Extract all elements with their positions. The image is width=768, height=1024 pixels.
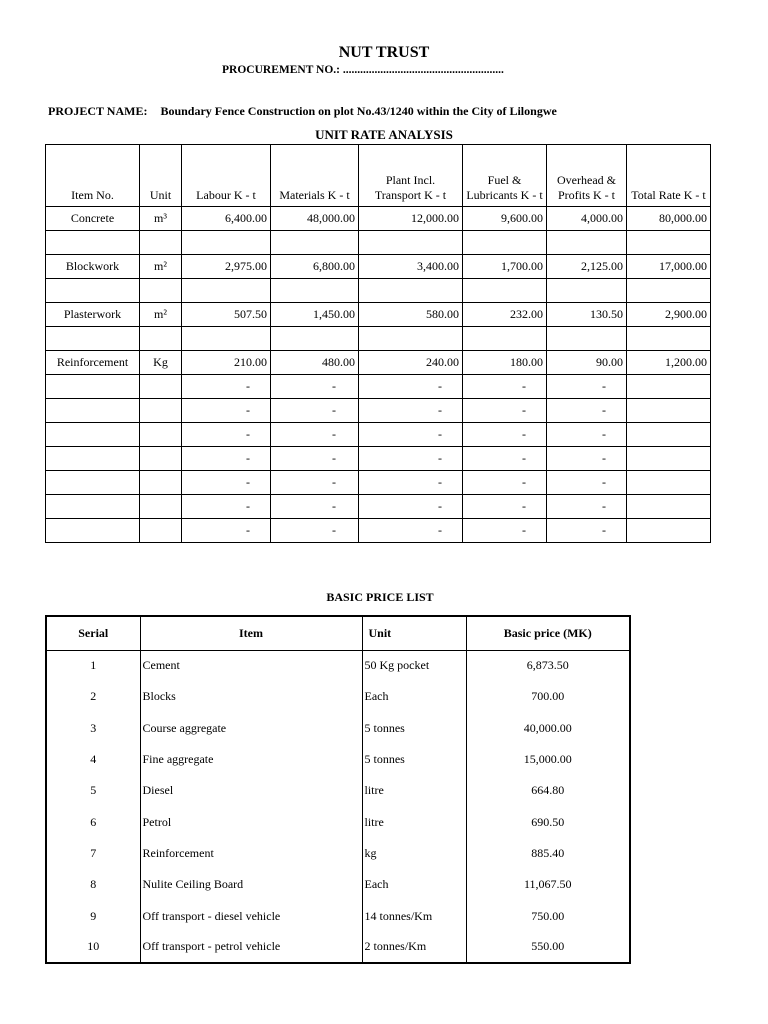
unit-rate-cell: - [547,495,627,519]
unit-rate-cell [140,423,182,447]
price-list-cell: Reinforcement [140,838,362,869]
unit-rate-cell: Plasterwork [46,303,140,327]
unit-rate-table [45,144,711,543]
price-list-col-header: Basic price (MK) [466,616,630,650]
unit-rate-cell: - [359,495,463,519]
price-list-cell: Fine aggregate [140,744,362,775]
unit-rate-row [46,399,711,423]
unit-rate-cell [271,231,359,255]
unit-rate-row [46,471,711,495]
price-list-cell: 700.00 [466,681,630,712]
unit-rate-cell: 3,400.00 [359,255,463,279]
procurement-line [222,64,504,76]
price-list-cell: 664.80 [466,775,630,806]
unit-rate-cell [140,447,182,471]
unit-rate-row [46,423,711,447]
unit-rate-cell: 6,800.00 [271,255,359,279]
unit-rate-cell: - [359,375,463,399]
price-list-cell: Off transport - diesel vehicle [140,900,362,931]
unit-rate-col-header: Plant Incl. Transport K - t [359,145,463,207]
unit-rate-col-header: Overhead & Profits K - t [547,145,627,207]
price-list-cell: 40,000.00 [466,713,630,744]
unit-rate-cell [627,375,711,399]
unit-rate-cell [46,279,140,303]
unit-rate-cell [140,399,182,423]
unit-rate-cell [627,423,711,447]
unit-rate-cell: 6,400.00 [182,207,271,231]
unit-rate-cell [359,231,463,255]
price-list-cell: Course aggregate [140,713,362,744]
unit-rate-cell [359,279,463,303]
price-list-cell: litre [362,806,466,837]
unit-rate-cell: 580.00 [359,303,463,327]
procurement-value: ........................................................ [342,64,504,76]
price-list-title: BASIC PRICE LIST [326,590,434,604]
unit-rate-row [46,231,711,255]
unit-rate-cell [627,447,711,471]
unit-rate-cell: - [182,471,271,495]
price-list-cell: 11,067.50 [466,869,630,900]
unit-rate-row [46,255,711,279]
unit-rate-cell [627,471,711,495]
procurement-label: PROCUREMENT NO.: [222,64,340,76]
unit-rate-cell: 180.00 [463,351,547,375]
document-title: NUT TRUST [338,44,430,61]
unit-rate-cell: m³ [140,207,182,231]
unit-rate-cell: 12,000.00 [359,207,463,231]
unit-rate-cell: 2,900.00 [627,303,711,327]
unit-rate-cell: Kg [140,351,182,375]
unit-rate-cell: - [547,447,627,471]
unit-rate-cell: Blockwork [46,255,140,279]
unit-rate-row [46,495,711,519]
unit-rate-cell: 232.00 [463,303,547,327]
unit-rate-cell: 1,700.00 [463,255,547,279]
unit-rate-cell: 80,000.00 [627,207,711,231]
price-list-cell: Off transport - petrol vehicle [140,932,362,963]
unit-rate-cell [547,279,627,303]
unit-rate-cell [140,231,182,255]
price-list-cell: 1 [46,650,140,681]
unit-rate-cell: m² [140,303,182,327]
price-list-row [46,713,630,744]
price-list-cell: 8 [46,869,140,900]
unit-rate-cell [46,495,140,519]
unit-rate-cell: m² [140,255,182,279]
unit-rate-cell: 2,125.00 [547,255,627,279]
price-list-row [46,900,630,931]
project-value: Boundary Fence Construction on plot No.43/1240 within the City of Lilongwe [160,104,557,118]
unit-rate-title: UNIT RATE ANALYSIS [315,127,453,142]
unit-rate-cell [359,327,463,351]
price-list-cell: 6 [46,806,140,837]
unit-rate-col-header: Fuel & Lubricants K - t [463,145,547,207]
unit-rate-cell: 1,200.00 [627,351,711,375]
unit-rate-cell: - [547,519,627,543]
project-label: PROJECT NAME: [48,104,148,118]
price-list-row [46,650,630,681]
unit-rate-row [46,303,711,327]
unit-rate-cell [140,279,182,303]
unit-rate-cell: - [463,471,547,495]
unit-rate-cell: - [271,423,359,447]
unit-rate-cell: - [271,399,359,423]
unit-rate-cell: 48,000.00 [271,207,359,231]
unit-rate-cell [46,375,140,399]
unit-rate-cell: 90.00 [547,351,627,375]
unit-rate-cell: - [271,447,359,471]
price-list-cell: Each [362,681,466,712]
unit-rate-cell: - [271,495,359,519]
price-list-cell: 4 [46,744,140,775]
unit-rate-cell: - [547,471,627,495]
unit-rate-cell: Concrete [46,207,140,231]
unit-rate-cell: - [271,471,359,495]
unit-rate-cell [140,375,182,399]
unit-rate-cell: 17,000.00 [627,255,711,279]
unit-rate-cell: - [359,399,463,423]
unit-rate-row [46,351,711,375]
price-list-cell: Nulite Ceiling Board [140,869,362,900]
unit-rate-row [46,447,711,471]
unit-rate-cell: - [463,375,547,399]
price-list-cell: litre [362,775,466,806]
unit-rate-cell [463,231,547,255]
price-list-cell: 5 tonnes [362,744,466,775]
unit-rate-cell [627,327,711,351]
unit-rate-cell: - [359,447,463,471]
unit-rate-cell [46,327,140,351]
unit-rate-cell: - [182,423,271,447]
project-line [48,104,557,119]
unit-rate-row [46,375,711,399]
price-list-cell: 5 tonnes [362,713,466,744]
unit-rate-cell [46,399,140,423]
price-list-cell: Cement [140,650,362,681]
unit-rate-cell [627,495,711,519]
price-list-cell: 690.50 [466,806,630,837]
unit-rate-cell [463,327,547,351]
unit-rate-cell [271,327,359,351]
unit-rate-cell [627,231,711,255]
unit-rate-cell: - [182,519,271,543]
price-list-row [46,681,630,712]
unit-rate-cell [46,471,140,495]
unit-rate-cell [182,279,271,303]
price-list-row [46,932,630,963]
unit-rate-cell [46,231,140,255]
unit-rate-cell [271,279,359,303]
unit-rate-cell [547,327,627,351]
price-list-header-row [46,616,630,650]
unit-rate-cell [182,327,271,351]
unit-rate-cell [140,495,182,519]
price-list-cell: 14 tonnes/Km [362,900,466,931]
price-list-table [45,615,631,964]
unit-rate-cell [140,519,182,543]
price-list-row [46,838,630,869]
price-list-cell: 7 [46,838,140,869]
price-list-cell: 6,873.50 [466,650,630,681]
price-list-cell: 2 [46,681,140,712]
unit-rate-col-header: Unit [140,145,182,207]
unit-rate-cell: - [182,399,271,423]
unit-rate-cell: - [463,447,547,471]
unit-rate-cell: - [271,375,359,399]
price-list-cell: kg [362,838,466,869]
price-list-cell: 550.00 [466,932,630,963]
unit-rate-cell: - [463,519,547,543]
unit-rate-cell [463,279,547,303]
unit-rate-cell: Reinforcement [46,351,140,375]
unit-rate-cell [627,519,711,543]
price-list-cell: 15,000.00 [466,744,630,775]
price-list-cell: 5 [46,775,140,806]
unit-rate-cell: 2,975.00 [182,255,271,279]
unit-rate-cell [627,279,711,303]
unit-rate-cell [46,423,140,447]
price-list-cell: Blocks [140,681,362,712]
unit-rate-cell: - [547,399,627,423]
price-list-col-header: Item [140,616,362,650]
unit-rate-cell: - [359,519,463,543]
unit-rate-cell [46,519,140,543]
price-list-cell: Diesel [140,775,362,806]
unit-rate-cell: - [463,495,547,519]
unit-rate-cell: - [463,399,547,423]
price-list-cell: 9 [46,900,140,931]
price-list-cell: 50 Kg pocket [362,650,466,681]
unit-rate-row [46,207,711,231]
unit-rate-cell: - [182,375,271,399]
unit-rate-header-row [46,145,711,207]
unit-rate-cell: 507.50 [182,303,271,327]
price-list-cell: 750.00 [466,900,630,931]
unit-rate-cell: - [182,495,271,519]
unit-rate-cell [627,399,711,423]
unit-rate-cell: - [271,519,359,543]
unit-rate-cell [140,471,182,495]
price-list-cell: 885.40 [466,838,630,869]
unit-rate-cell: 210.00 [182,351,271,375]
price-list-row [46,869,630,900]
unit-rate-cell: - [547,375,627,399]
price-list-row [46,806,630,837]
unit-rate-cell [547,231,627,255]
unit-rate-cell: 9,600.00 [463,207,547,231]
unit-rate-cell: - [182,447,271,471]
price-list-cell: Petrol [140,806,362,837]
unit-rate-cell: 480.00 [271,351,359,375]
unit-rate-row [46,279,711,303]
unit-rate-cell: - [547,423,627,447]
unit-rate-cell [46,447,140,471]
price-list-cell: 3 [46,713,140,744]
unit-rate-cell: 4,000.00 [547,207,627,231]
unit-rate-row [46,519,711,543]
price-list-col-header: Unit [362,616,466,650]
price-list-row [46,744,630,775]
unit-rate-cell: - [463,423,547,447]
unit-rate-col-header: Labour K - t [182,145,271,207]
unit-rate-row [46,327,711,351]
unit-rate-col-header: Total Rate K - t [627,145,711,207]
unit-rate-cell: - [359,423,463,447]
price-list-cell: 2 tonnes/Km [362,932,466,963]
unit-rate-cell: 240.00 [359,351,463,375]
price-list-col-header: Serial [46,616,140,650]
unit-rate-cell: - [359,471,463,495]
unit-rate-col-header: Materials K - t [271,145,359,207]
price-list-cell: 10 [46,932,140,963]
price-list-row [46,775,630,806]
unit-rate-cell [182,231,271,255]
unit-rate-cell [140,327,182,351]
unit-rate-col-header: Item No. [46,145,140,207]
price-list-cell: Each [362,869,466,900]
unit-rate-cell: 130.50 [547,303,627,327]
unit-rate-cell: 1,450.00 [271,303,359,327]
